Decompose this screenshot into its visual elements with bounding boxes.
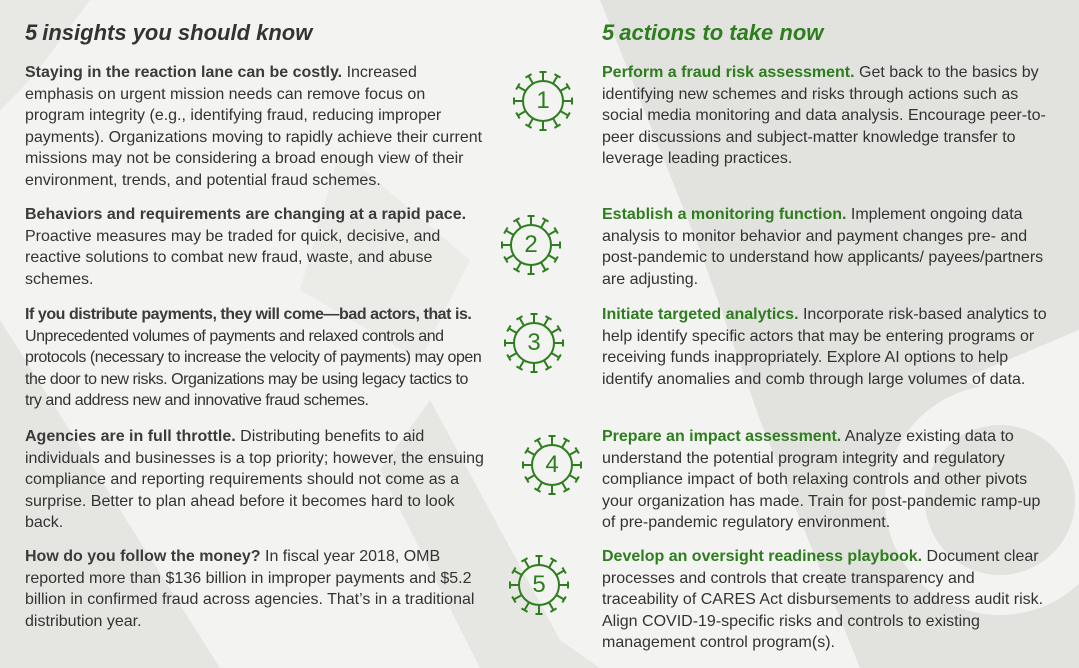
insight-body: Unprecedented volumes of payments and relaxed controls and protocols (necessary to increase the velocity of payments) may open the door to new risks. Organizations may be using legacy tactics to try and address new and innovative fraud schemes. [25,327,482,410]
insight-body: In fiscal year 2018, OMB reported more than $136 billion in improper payments and $5.2 billion in confirmed fraud across agencies. That’s in a traditional distribution year. [25,548,475,630]
action-item-4 [602,426,1050,534]
insights-heading-number: 5 [25,20,38,45]
insight-lead: If you distribute payments, they will come—bad actors, that is. [25,306,472,323]
virus-icon [499,308,569,378]
virus-icon [508,66,578,136]
virus-icon [517,430,587,500]
insight-body: Distributing benefits to aid individuals and businesses is a top priority; however, the ensuing compliance and reporting requirements should not come as a surprise. Better to plan ahead before it becomes hard to look back. [25,428,484,532]
actions-column [602,18,1047,652]
insight-body: Increased emphasis on urgent mission needs can remove focus on program integrity (e.g., identifying fraud, reducing improper payments). Organizations moving to rapidly achieve their current missions may not be considering a broad enough view of their environment, trends, and potential fraud schemes. [25,64,483,189]
virus-number: 4 [545,451,559,478]
action-lead: Establish a monitoring function. [602,206,847,223]
insights-column [25,18,490,630]
insight-lead: Behaviors and requirements are changing at a rapid pace. [25,206,467,223]
insight-item-2 [25,204,487,290]
virus-icon [504,550,574,620]
insights-heading [25,18,490,48]
action-lead: Perform a fraud risk assessment. [602,64,855,81]
insight-item-5 [25,546,487,632]
insight-lead: Staying in the reaction lane can be costly. [25,64,343,81]
virus-icon [496,210,566,280]
insight-item-1 [25,62,487,192]
action-item-3 [602,304,1050,390]
insight-lead: How do you follow the money? [25,548,261,565]
action-body: Implement ongoing data analysis to monitor behavior and payment changes pre- and post-pandemic to understand how applicants/ payees/partners are adjusting. [602,206,1044,288]
action-item-2 [602,204,1050,290]
actions-heading-text: actions to take now [619,20,824,45]
action-lead: Prepare an impact assessment. [602,428,842,445]
insights-heading-text: insights you should know [42,20,313,45]
action-body: Document clear processes and controls that create transparency and traceability of CARES Act disbursements to address audit risk. Align COVID-19-specific risks and controls to existing management control program(s). [602,548,1044,652]
action-item-5 [602,546,1050,654]
action-lead: Develop an oversight readiness playbook. [602,548,923,565]
virus-number: 3 [527,329,541,356]
action-body: Analyze existing data to understand the potential program integrity and regulatory compliance impact of both relaxing controls and other pivots your organization has made. Train for post-pandemic ramp-up of pre-pandemic regulatory environment. [602,428,1041,532]
action-lead: Initiate targeted analytics. [602,306,799,323]
virus-number: 1 [536,87,550,114]
insight-body: Proactive measures may be traded for quick, decisive, and reactive solutions to combat new fraud, waste, and abuse schemes. [25,227,441,288]
insight-item-3 [25,304,487,412]
action-body: Incorporate risk-based analytics to help identify specific actors that may be entering programs or receiving funds inappropriately. Explore AI options to help identify anomalies and comb through large volumes of data. [602,306,1047,388]
actions-heading-number: 5 [602,20,615,45]
action-item-1 [602,62,1050,170]
insight-item-4 [25,426,487,534]
virus-number: 5 [532,571,546,598]
action-body: Get back to the basics by identifying new schemes and risks through actions such as social media monitoring and data analysis. Encourage peer-to-peer discussions and subject-matter knowledge transfer to leverage leading practices. [602,64,1046,168]
insight-lead: Agencies are in full throttle. [25,428,236,445]
actions-heading [602,18,1047,48]
virus-number: 2 [524,231,538,258]
